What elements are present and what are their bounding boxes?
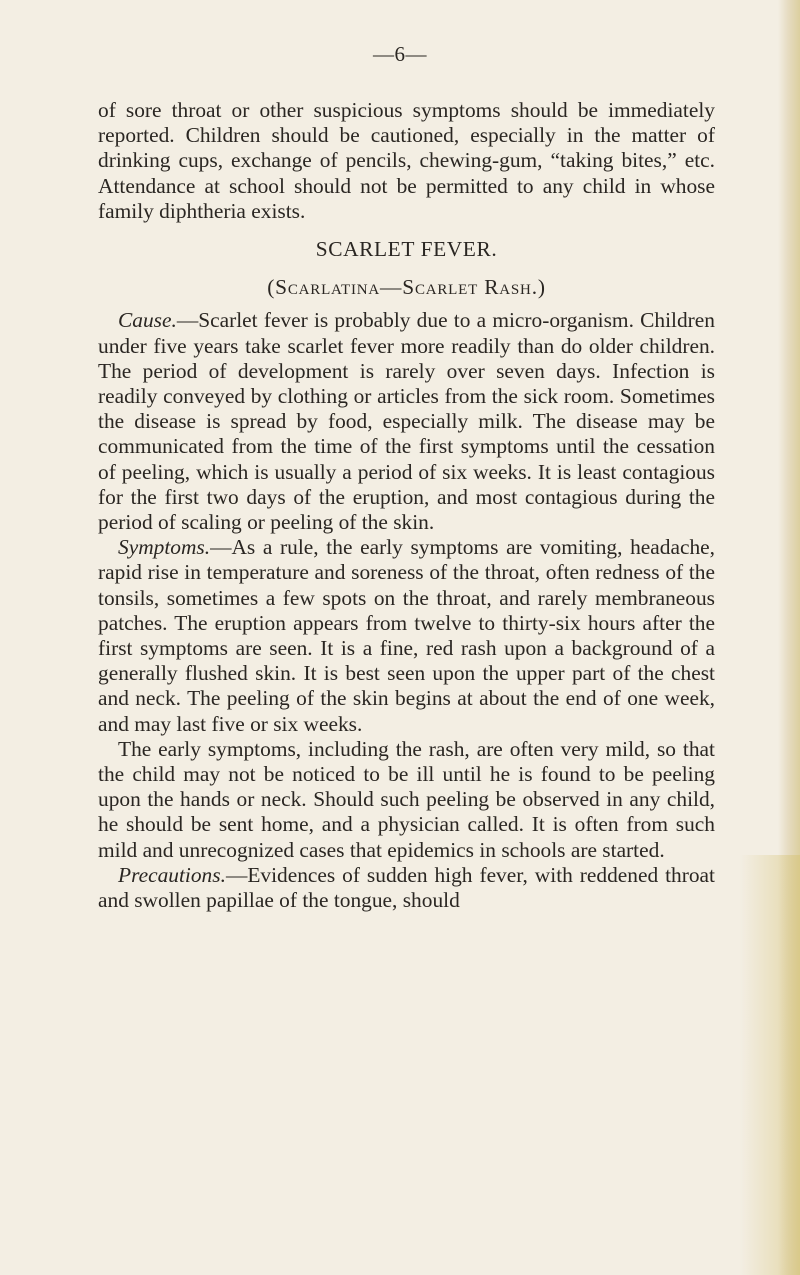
section-subtitle: (Scarlatina—Scarlet Rash.) [267, 275, 546, 300]
section-title: SCARLET FEVER. [315, 237, 498, 262]
opening-paragraph: of sore throat or other suspicious symptoms should be immediately reported. Children should be cautioned, especially in the matter of drinking cups, exchange of pencils, chewing-gum, “taking bites,” etc. Attendance at school should not be permitted to any child in whose family diphtheria exists. [98, 98, 715, 223]
precautions-label: Precautions. [118, 862, 226, 887]
precautions-paragraph [98, 863, 715, 913]
symptoms-label: Symptoms. [118, 535, 211, 560]
symptoms-text: —As a rule, the early symptoms are vomiting, headache, rapid rise in temperature and soreness of the throat, often redness of the tonsils, sometimes a few spots on the throat, and rarely membraneous patches. The eruption appears from twelve to thirty-six hours after the first symptoms are seen. It is a fine, red rash upon a background of a generally flushed skin. It is best seen upon the upper part of the chest and neck. The peeling of the skin begins at about the end of one week, and may last five or six weeks. [98, 535, 715, 736]
cause-paragraph [98, 308, 715, 535]
symptoms-paragraph [98, 535, 715, 737]
precautions-text: —Evidences of sudden high fever, with reddened throat and swollen papillae of the tongue, should [98, 862, 715, 913]
cause-label: Cause. [118, 308, 177, 333]
page-number: —6— [373, 42, 427, 66]
page-edge-stain [740, 855, 800, 1275]
mild-cases-paragraph: The early symptoms, including the rash, are often very mild, so that the child may not be noticed to be ill until he is found to be peeling upon the hands or neck. Should such peeling be observed in any child, he should be sent home, and a physician called. It is often from such mild and unrecognized cases that epidemics in schools are started. [98, 736, 715, 862]
cause-text: —Scarlet fever is probably due to a micro-organism. Children under five years take scarlet fever more readily than do older children. The period of development is rarely over seven days. Infection is readily conveyed by clothing or articles from the sick room. Sometimes the disease is spread by food, especially milk. The disease may be communicated from the time of the first symptoms until the cessation of peeling, which is usually a period of six weeks. It is least contagious for the first two days of the eruption, and most contagious during the period of scaling or peeling of the skin. [98, 308, 715, 535]
body-text [98, 98, 715, 913]
